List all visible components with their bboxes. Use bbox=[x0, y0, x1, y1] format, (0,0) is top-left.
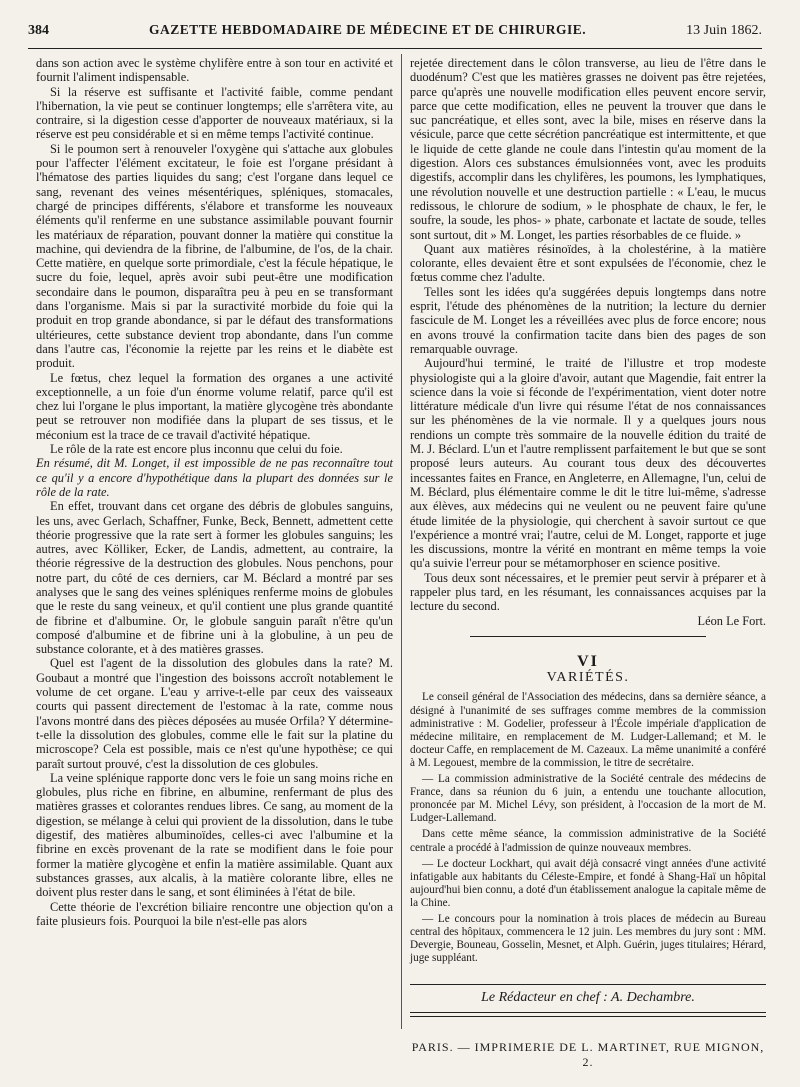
editor-line: Le Rédacteur en chef : A. Dechambre. bbox=[481, 990, 695, 1005]
paragraph: Le rôle de la rate est encore plus inconnu que celui du foie. bbox=[50, 442, 343, 457]
editor-rule-bottom bbox=[410, 1012, 766, 1013]
header-rule bbox=[28, 48, 762, 49]
paragraph: Aujourd'hui terminé, le traité de l'illustre et trop modeste physiologiste qui a la gloire d'avoir, autant que Magendie, fait entrer la science dans la voie si féconde de l'expérimentation, vient doter notre littérature médicale d'un livre qui résume l'état de nos connaissances sur les phénomènes de la vie normale. Il y a quelques jours nous rendions un compte très sommaire de la nouvelle édition du traité de M. J. Béclard. L'un et l'autre remplissent parfaitement le but que se sont proposé leurs auteurs. Au courant tous deux des découvertes incessantes faites en France, en Angleterre, en Allemagne, l'un, celui de M. Béclard, plus élémentaire comme le dit le titre lui-même, s'adresse aux élèves, aux médecins qui ne veulent ou ne peuvent faire qu'une étude limitée de la physiologie, qui cherchent à savoir surtout ce que l'expérience a montré vrai; l'autre, celui de M. Longet, rapporte et juge les discussions, montre la vérité en montrant en même temps la voie qu'a suivie l'erreur pour se métamorphoser en science positive. bbox=[410, 356, 766, 571]
news-item: — La commission administrative de la Société centrale des médecins de France, dans sa réunion du 6 juin, a entendu une touchante allocution, prononcée par M. Michel Lévy, son président, à l'occasion de la mort de M. Ludger-Lallemand. bbox=[410, 773, 766, 825]
editor-rule-bottom-2 bbox=[410, 1016, 766, 1017]
column-separator bbox=[401, 54, 402, 1029]
author-signature: Léon Le Fort. bbox=[697, 613, 766, 628]
issue-date: 13 Juin 1862. bbox=[686, 23, 762, 38]
paragraph: En effet, trouvant dans cet organe des débris de globules sanguins, les uns, avec Gerlach, Schaffner, Funke, Beck, Bennett, admettent cette théorie progressive que la rate sert à former les globules sanguins; les autres, avec Kölliker, Ecker, de Landis, admettent, au contraire, la théorie régressive de la destruction des globules. Nous penchons, pour notre part, du côté de ces derniers, car M. Béclard a montré par ses analyses que le sang des veines spléniques renferme moins de globules que le reste du sang veineux, et qu'il contient une plus grande quantité de fibrine et d'albumine. Or, le globule sanguin paraît n'être qu'un composé d'albumine et de fibrine uni à la globuline, à un peu de substance colorante, et à des matières grasses. bbox=[36, 499, 393, 657]
paragraph: Telles sont les idées qu'a suggérées depuis longtemps dans notre esprit, l'étude des phénomènes de la nutrition; la lecture du dernier fascicule de M. Longet les a réveillées avec plus de force encore; nous en avons trouvé la confirmation tacite dans bien des pages de son remarquable ouvrage. bbox=[410, 284, 766, 356]
paragraph: Le fœtus, chez lequel la formation des organes a une activité exceptionnelle, a un foie d'un énorme volume relatif, parce qu'il est chez lui l'organe le plus important, la matière glycogène très abondante peut se retrouver non modifiée dans la plupart de ses tissus, et le méconium est la trace de ce travail d'activité hépatique. bbox=[36, 370, 393, 442]
news-item: — Le docteur Lockhart, qui avait déjà consacré vingt années d'une activité infatigable aux habitants du Céleste-Empire, et fondé à Shang-Haï un hôpital aujourd'hui bien connu, a doté d'un établissement analogue la capitale même de la Chine. bbox=[410, 857, 766, 909]
paragraph: Quant aux matières résinoïdes, à la cholestérine, à la matière colorante, elles devaient être et sont expulsées de l'économie, chez le fœtus comme chez l'adulte. bbox=[410, 241, 766, 285]
section-title: VARIÉTÉS. bbox=[546, 670, 630, 686]
paragraph: Quel est l'agent de la dissolution des globules dans la rate? M. Goubaut a montré que l'ingestion des boissons accroît notablement le volume de cet organe. L'eau y arrive-t-elle par ceux des vaisseaux courts qui passent directement de l'estomac à la rate, comme nous l'avons montré dans des pièces déposées au musée Orfila? Y détermine-t-elle la dissolution des globules, comme elle le fait sur la platine du microscope? Cela est possible, mais ce n'est qu'une hypothèse; ce qui paraît surtout prouvé, c'est la dissolution de ces globules. bbox=[36, 656, 393, 771]
paragraph: La veine splénique rapporte donc vers le foie un sang moins riche en globules, plus riche en fibrine, en albumine, renfermant de plus des matières grasses et colorantes rendues libres. Ce sang, au moment de la digestion, se mélange à celui qui provient de la dissolution, dans le tube digestif, des matières albuminoïdes, celles-ci avec l'albumine et la fibrine en excès provenant de la rate se modifient dans le foie pour former la matière glycogène et enfin la matière assimilable. Quant aux substances grasses, aux alcalis, à la matière colorante libre, elles ne doivent plus rester dans le sang, et sont éliminées à l'état de bile. bbox=[36, 770, 393, 900]
news-item: Dans cette même séance, la commission administrative de la Société centrale a procédé à l'admission de quinze nouveaux membres. bbox=[410, 828, 766, 854]
page-number: 384 bbox=[28, 23, 49, 38]
paragraph: rejetée directement dans le côlon transverse, au lieu de l'être dans le duodénum? C'est que les matières grasses ne doivent pas être rejetées, parce qu'après une nouvelle modification elles peuvent encore servir, parce que cette modification, elles ne peuvent la trouver que dans le suc pancréatique, et elles sont, avec la bile, mises en réserve dans la vésicule, parce que cette sécrétion pancréatique est intermittente, et que le liquide de cette glande ne coule dans l'intestin qu'au moment de la digestion. Alors ces substances émulsionnées vont, avec les produits digestifs, accomplir dans les chylifères, les poumons, les lymphatiques, une révolution nouvelle et une destruction partielle : « L'eau, le mucus redissous, le chlorure de sodium, » le phosphate de chaux, le fer, le soufre, la soude, les phos- » phate, carbonate et lactate de soude, telles sont surtout, dit » M. Longet, les parties résorbables de ce fluide. » bbox=[410, 56, 766, 242]
journal-title: GAZETTE HEBDOMADAIRE DE MÉDECINE ET DE CHIRURGIE. bbox=[148, 22, 587, 37]
paragraph: Si la réserve est suffisante et l'activité faible, comme pendant l'hibernation, la vie peut se continuer longtemps; elle s'arrêtera vite, au contraire, si la digestion cesse d'apporter de nouveaux matériaux, si la réserve est peu considérable et si en même temps l'activité continue. bbox=[36, 84, 393, 142]
news-item: Le conseil général de l'Association des médecins, dans sa dernière séance, a désigné à l'unanimité de ses suffrages comme membres de la commission administrative : M. Godelier, professeur à l'École impériale d'application de médecine militaire, en remplacement de M. Ludger-Lallemand; et M. le docteur Caffe, en remplacement de M. Cazeaux. La même unanimité a conféré à M. Legouest, membre de la commission, le titre de secrétaire. bbox=[410, 691, 766, 769]
paragraph: Cette théorie de l'excrétion biliaire rencontre une objection qu'on a faite plusieurs fois. Pourquoi la bile n'est-elle pas alors bbox=[36, 899, 393, 928]
quote-paragraph: En résumé, dit M. Longet, il est impossible de ne pas reconnaître tout ce qu'il y a encore d'hypothétique dans la plupart des données sur le rôle de la rate. bbox=[36, 456, 393, 499]
news-item: — Le concours pour la nomination à trois places de médecin au Bureau central des hôpitaux, commencera le 12 juin. Les membres du jury sont : MM. Devergie, Bouneau, Gosselin, Mesnet, et Alph. Guérin, juges titulaires; Hérard, juge suppléant. bbox=[410, 912, 766, 965]
right-column bbox=[410, 56, 766, 968]
paragraph: Si le poumon sert à renouveler l'oxygène qui s'attache aux globules pour l'affecter l'élément excitateur, le foie est l'organe présidant à l'hématose des parties liquides du sang; c'est l'organe dans lequel ce sang, revenant des veines mésentériques, spléniques, stomacales, chargé de principes différents, s'élabore et transforme les nouveaux éléments qu'il renferme en une substance assimilable pouvant fournir les matériaux de réparation, pouvant donner la matière qui constitue la machine, qui deviendra de la fibrine, de l'albumine, de l'os, de la chair. Cette matière, en quelque sorte primordiale, c'est la fécule hépatique, le sucre du foie, lequel, après avoir subi peut-être une modification secondaire dans le poumon, disparaîtra peu à peu en se transformant dans l'organisme. Mais si par la suractivité morbide du foie qui la produit en trop grande abondance, si par le défaut des transformations ultérieures, cette substance devient trop abondante, dans l'un comme dans l'autre cas, l'économie la rejette par les reins et le diabète est produit. bbox=[36, 141, 393, 371]
left-column bbox=[36, 56, 393, 928]
section-rule bbox=[470, 636, 706, 637]
paragraph: Tous deux sont nécessaires, et le premier peut servir à préparer et à rappeler plus tard, en les résumant, les connaissances acquises par la lecture du second. bbox=[410, 570, 766, 614]
section-number: VI bbox=[577, 652, 599, 670]
editor-rule-top bbox=[410, 984, 766, 985]
printer-line: PARIS. — IMPRIMERIE DE L. MARTINET, RUE MIGNON, 2. bbox=[411, 1040, 765, 1069]
paragraph: dans son action avec le système chylifère entre à son tour en activité et fournit l'aliment indispensable. bbox=[36, 56, 393, 85]
varietes-section bbox=[410, 691, 766, 965]
page-header bbox=[28, 22, 762, 46]
